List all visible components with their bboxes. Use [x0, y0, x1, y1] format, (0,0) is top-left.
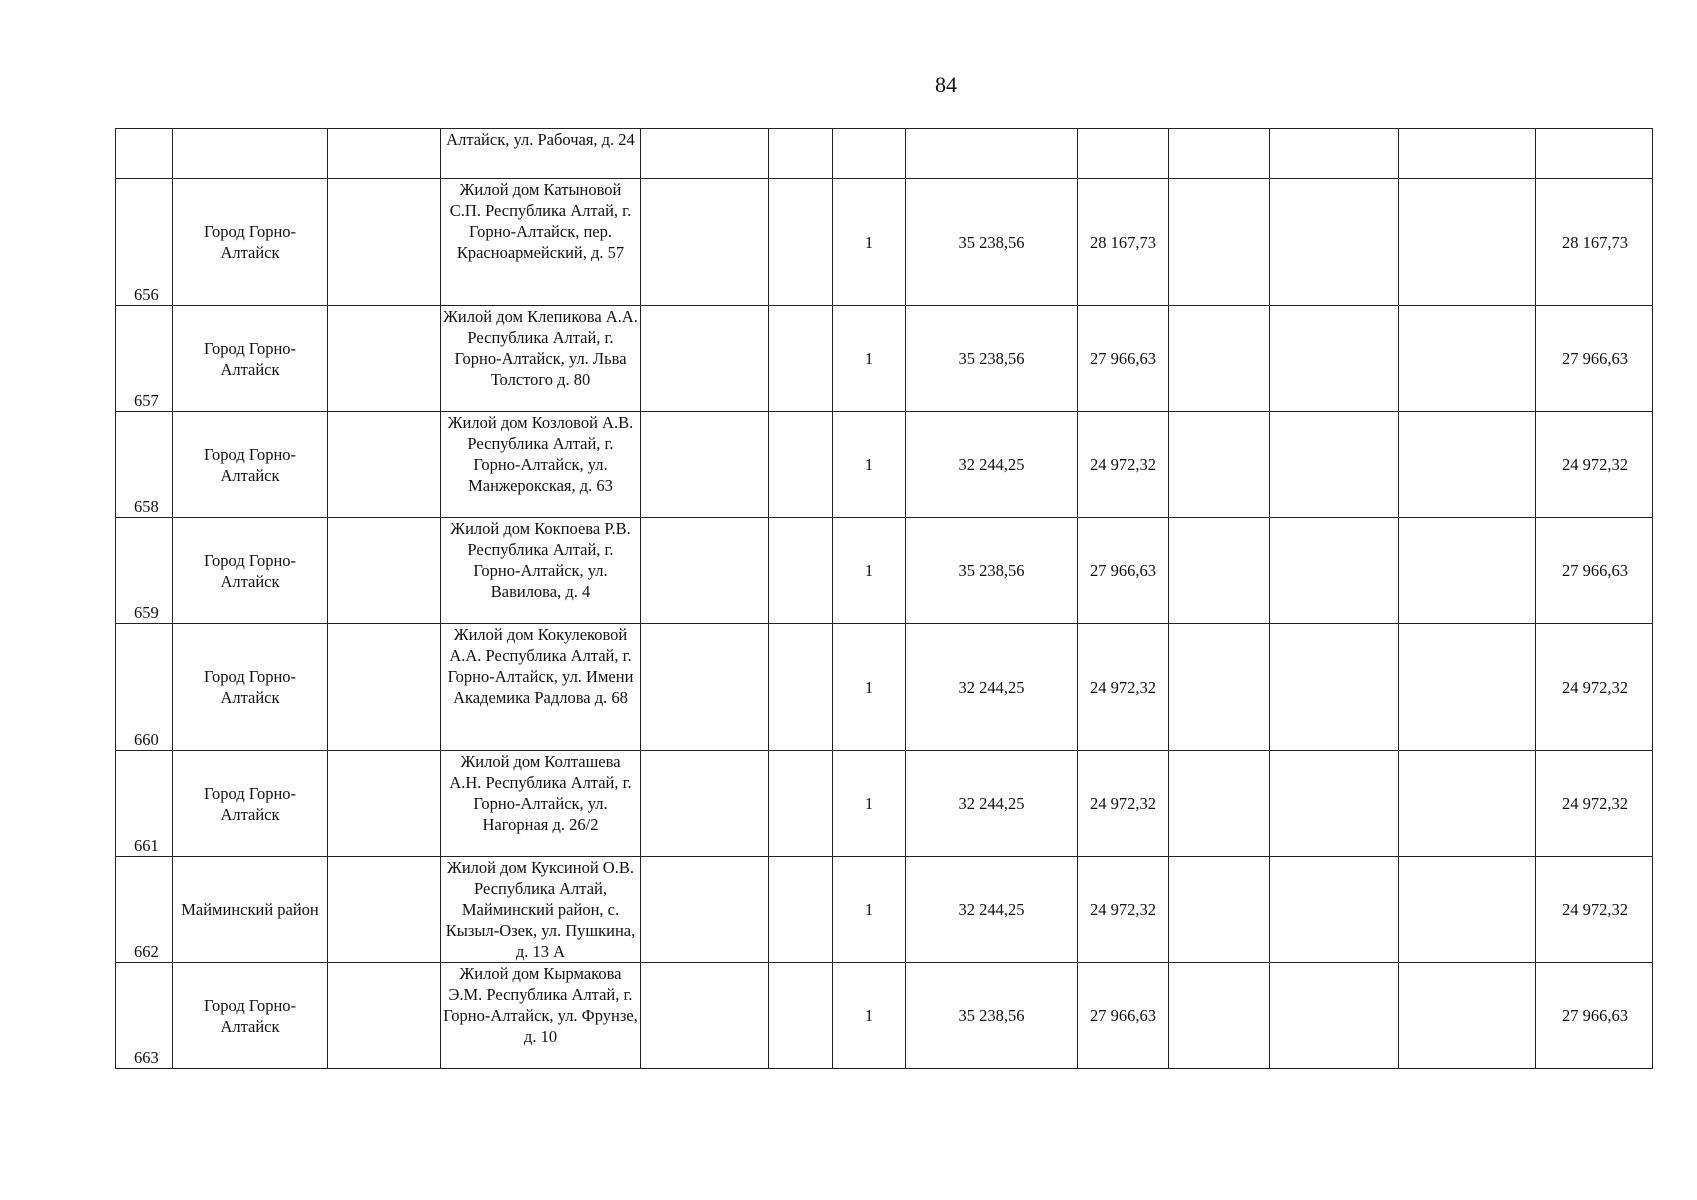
cell-empty — [641, 179, 769, 306]
cell-qty: 1 — [833, 306, 906, 412]
cell-total: 24 972,32 — [1536, 412, 1653, 518]
cell-cost: 32 244,25 — [906, 857, 1078, 963]
cell-empty — [769, 179, 833, 306]
cell-empty — [328, 857, 441, 963]
table-row — [116, 179, 1653, 306]
cell-amount: 27 966,63 — [1078, 306, 1169, 412]
cell-empty — [1270, 306, 1399, 412]
cell-empty — [1399, 179, 1536, 306]
cell-empty — [328, 963, 441, 1069]
cell-empty — [1399, 412, 1536, 518]
cell-total: 28 167,73 — [1536, 179, 1653, 306]
cell-empty — [1169, 518, 1270, 624]
table-row — [116, 963, 1653, 1069]
cell-object-name: Жилой дом Куксиной О.В. Республика Алтай, Майминский район, с. Кызыл-Озек, ул. Пушкина, д. 13 А — [441, 857, 641, 963]
cell-empty — [641, 857, 769, 963]
cell-cost: 35 238,56 — [906, 963, 1078, 1069]
cell-empty — [1399, 129, 1536, 179]
cell-qty: 1 — [833, 751, 906, 857]
cell-empty — [1270, 857, 1399, 963]
cell-empty — [1169, 306, 1270, 412]
cell-empty — [328, 751, 441, 857]
cell-total: 27 966,63 — [1536, 518, 1653, 624]
cell-amount: 28 167,73 — [1078, 179, 1169, 306]
table-row — [116, 306, 1653, 412]
registry-table — [115, 128, 1653, 1069]
cell-qty: 1 — [833, 857, 906, 963]
table-row — [116, 412, 1653, 518]
cell-empty — [1169, 751, 1270, 857]
cell-municipality: Город Горно-Алтайск — [173, 518, 328, 624]
cell-empty — [1399, 518, 1536, 624]
cell-empty — [769, 518, 833, 624]
cell-amount: 27 966,63 — [1078, 963, 1169, 1069]
cell-empty — [769, 306, 833, 412]
cell-object-name: Алтайск, ул. Рабочая, д. 24 — [441, 129, 641, 179]
cell-cost: 32 244,25 — [906, 624, 1078, 751]
cell-empty — [1399, 857, 1536, 963]
cell-municipality: Город Горно-Алтайск — [173, 624, 328, 751]
cell-amount: 27 966,63 — [1078, 518, 1169, 624]
cell-object-name: Жилой дом Колташева А.Н. Республика Алтай, г. Горно-Алтайск, ул. Нагорная д. 26/2 — [441, 751, 641, 857]
cell-qty — [833, 129, 906, 179]
cell-num: 656 — [116, 179, 173, 306]
cell-empty — [1270, 129, 1399, 179]
cell-municipality: Город Горно-Алтайск — [173, 963, 328, 1069]
table-body — [116, 129, 1653, 1069]
cell-total: 27 966,63 — [1536, 306, 1653, 412]
cell-empty — [641, 624, 769, 751]
cell-empty — [641, 751, 769, 857]
cell-empty — [769, 129, 833, 179]
cell-empty — [1270, 518, 1399, 624]
cell-empty — [1169, 857, 1270, 963]
cell-object-name: Жилой дом Катыновой С.П. Республика Алтай, г. Горно-Алтайск, пер. Красноармейский, д. 57 — [441, 179, 641, 306]
cell-empty — [1270, 624, 1399, 751]
cell-empty — [1169, 624, 1270, 751]
cell-cost: 32 244,25 — [906, 751, 1078, 857]
cell-empty — [769, 751, 833, 857]
cell-empty — [1169, 963, 1270, 1069]
cell-empty — [769, 963, 833, 1069]
cell-num: 663 — [116, 963, 173, 1069]
cell-empty — [641, 412, 769, 518]
cell-municipality: Майминский район — [173, 857, 328, 963]
cell-total: 27 966,63 — [1536, 963, 1653, 1069]
cell-amount: 24 972,32 — [1078, 624, 1169, 751]
cell-municipality: Город Горно-Алтайск — [173, 306, 328, 412]
cell-num: 659 — [116, 518, 173, 624]
cell-empty — [1399, 624, 1536, 751]
cell-cost: 35 238,56 — [906, 306, 1078, 412]
cell-empty — [1399, 751, 1536, 857]
cell-object-name: Жилой дом Кокулековой А.А. Республика Алтай, г. Горно-Алтайск, ул. Имени Академика Радлова д. 68 — [441, 624, 641, 751]
cell-empty — [1399, 963, 1536, 1069]
cell-empty — [641, 963, 769, 1069]
cell-empty — [1270, 179, 1399, 306]
cell-qty: 1 — [833, 412, 906, 518]
cell-empty — [1399, 306, 1536, 412]
cell-num: 661 — [116, 751, 173, 857]
cell-municipality — [173, 129, 328, 179]
cell-num — [116, 129, 173, 179]
cell-total: 24 972,32 — [1536, 857, 1653, 963]
cell-empty — [328, 412, 441, 518]
cell-municipality: Город Горно-Алтайск — [173, 751, 328, 857]
cell-empty — [769, 624, 833, 751]
cell-object-name: Жилой дом Клепикова А.А. Республика Алтай, г. Горно-Алтайск, ул. Льва Толстого д. 80 — [441, 306, 641, 412]
cell-object-name: Жилой дом Кокпоева Р.В. Республика Алтай, г. Горно-Алтайск, ул. Вавилова, д. 4 — [441, 518, 641, 624]
cell-qty: 1 — [833, 179, 906, 306]
page-number: 84 — [935, 72, 957, 97]
cell-empty — [328, 518, 441, 624]
cell-empty — [1270, 751, 1399, 857]
cell-num: 658 — [116, 412, 173, 518]
cell-total: 24 972,32 — [1536, 751, 1653, 857]
cell-total — [1536, 129, 1653, 179]
cell-num: 660 — [116, 624, 173, 751]
cell-empty — [1270, 412, 1399, 518]
cell-qty: 1 — [833, 963, 906, 1069]
cell-amount: 24 972,32 — [1078, 751, 1169, 857]
cell-empty — [328, 306, 441, 412]
cell-amount: 24 972,32 — [1078, 857, 1169, 963]
cell-num: 662 — [116, 857, 173, 963]
cell-empty — [769, 857, 833, 963]
cell-empty — [328, 179, 441, 306]
cell-cost: 35 238,56 — [906, 518, 1078, 624]
cell-num: 657 — [116, 306, 173, 412]
cell-qty: 1 — [833, 518, 906, 624]
cell-object-name: Жилой дом Козловой А.В. Республика Алтай, г. Горно-Алтайск, ул. Манжерокская, д. 63 — [441, 412, 641, 518]
cell-empty — [1169, 179, 1270, 306]
cell-municipality: Город Горно-Алтайск — [173, 412, 328, 518]
cell-amount — [1078, 129, 1169, 179]
cell-cost: 32 244,25 — [906, 412, 1078, 518]
cell-object-name: Жилой дом Кырмакова Э.М. Республика Алтай, г. Горно-Алтайск, ул. Фрунзе, д. 10 — [441, 963, 641, 1069]
cell-qty: 1 — [833, 624, 906, 751]
table-row — [116, 624, 1653, 751]
cell-empty — [769, 412, 833, 518]
cell-empty — [1169, 129, 1270, 179]
cell-empty — [1270, 963, 1399, 1069]
cell-total: 24 972,32 — [1536, 624, 1653, 751]
cell-municipality: Город Горно-Алтайск — [173, 179, 328, 306]
cell-cost — [906, 129, 1078, 179]
cell-empty — [328, 624, 441, 751]
cell-amount: 24 972,32 — [1078, 412, 1169, 518]
table-row — [116, 751, 1653, 857]
cell-cost: 35 238,56 — [906, 179, 1078, 306]
cell-empty — [328, 129, 441, 179]
table-row — [116, 857, 1653, 963]
table-row — [116, 518, 1653, 624]
cell-empty — [1169, 412, 1270, 518]
cell-empty — [641, 518, 769, 624]
table-row-continuation — [116, 129, 1653, 179]
cell-empty — [641, 306, 769, 412]
cell-empty — [641, 129, 769, 179]
